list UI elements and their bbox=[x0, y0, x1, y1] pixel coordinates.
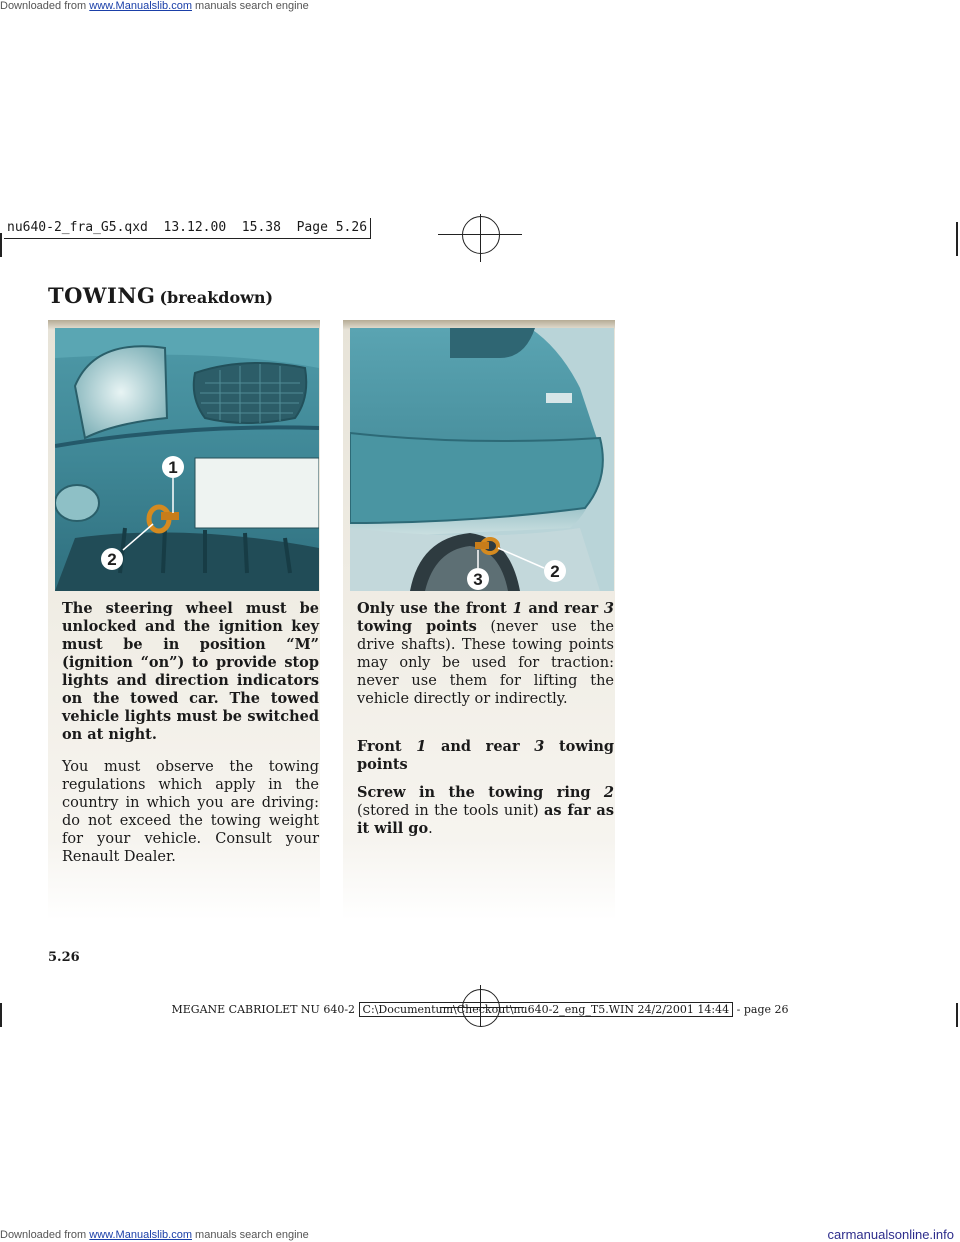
rear-car-photo bbox=[350, 328, 614, 591]
warning-paragraph: The steering wheel must be unlocked and the ignition key must be in position “M” (ignition “on”) to provide stop lights and direction indicators on the towed car. The towed vehicle lights must be switched on at night. bbox=[62, 600, 319, 743]
title-main: TOWING bbox=[48, 283, 156, 308]
towing-points-paragraph: Only use the front 1 and rear 3 towing points (never use the drive shafts). These towing points may only be used for traction: never use them for lifting the vehicle directly or indirectly. bbox=[357, 600, 615, 707]
title-sub: (breakdown) bbox=[159, 288, 274, 307]
file-slug: nu640-2_fra_G5.qxd 13.12.00 15.38 Page 5.26 bbox=[4, 218, 371, 239]
front-rear-heading: Front 1 and rear 3 towing points bbox=[357, 738, 615, 773]
footer bbox=[0, 1003, 960, 1016]
bottom-manualslib-link[interactable]: www.Manualslib.com bbox=[89, 1229, 192, 1241]
watermark[interactable]: carmanualsonline.info bbox=[827, 1227, 954, 1242]
callout-3: 3 bbox=[473, 570, 483, 589]
bottom-banner bbox=[0, 1228, 960, 1242]
regulations-paragraph: You must observe the towing regulations which apply in the country in which you are driving: do not exceed the towing weight for your vehicle. Consult your Renault Dealer. bbox=[62, 759, 319, 865]
page-number: 5.26 bbox=[48, 950, 80, 965]
crop-mark bbox=[0, 233, 2, 257]
footer-prefix: MEGANE CABRIOLET NU 640-2 bbox=[171, 1003, 356, 1016]
footer-path: C:\Documentum\Checkout\nu640-2_eng_T5.WIN 24/2/2001 14:44 bbox=[359, 1002, 734, 1017]
bottom-prefix: Downloaded from bbox=[0, 1229, 90, 1241]
page-title bbox=[48, 283, 273, 308]
crop-mark bbox=[956, 222, 958, 256]
callout-1: 1 bbox=[168, 458, 178, 477]
rear-car-illustration bbox=[350, 328, 614, 591]
front-car-illustration bbox=[55, 328, 319, 591]
banner-suffix: manuals search engine bbox=[191, 0, 309, 12]
banner-prefix: Downloaded from bbox=[0, 0, 90, 12]
registration-mark bbox=[438, 214, 522, 262]
footer-suffix: - page 26 bbox=[736, 1003, 789, 1016]
callout-2: 2 bbox=[550, 562, 560, 581]
callout-2: 2 bbox=[107, 550, 117, 569]
front-car-photo bbox=[55, 328, 319, 591]
screw-ring-paragraph: Screw in the towing ring 2 (stored in the tools unit) as far as it will go. bbox=[357, 784, 614, 837]
left-column-text bbox=[62, 600, 319, 880]
right-column-text bbox=[357, 600, 614, 852]
download-banner bbox=[0, 0, 960, 12]
manualslib-link[interactable]: www.Manualslib.com bbox=[89, 0, 192, 12]
bottom-suffix: manuals search engine bbox=[191, 1229, 309, 1241]
